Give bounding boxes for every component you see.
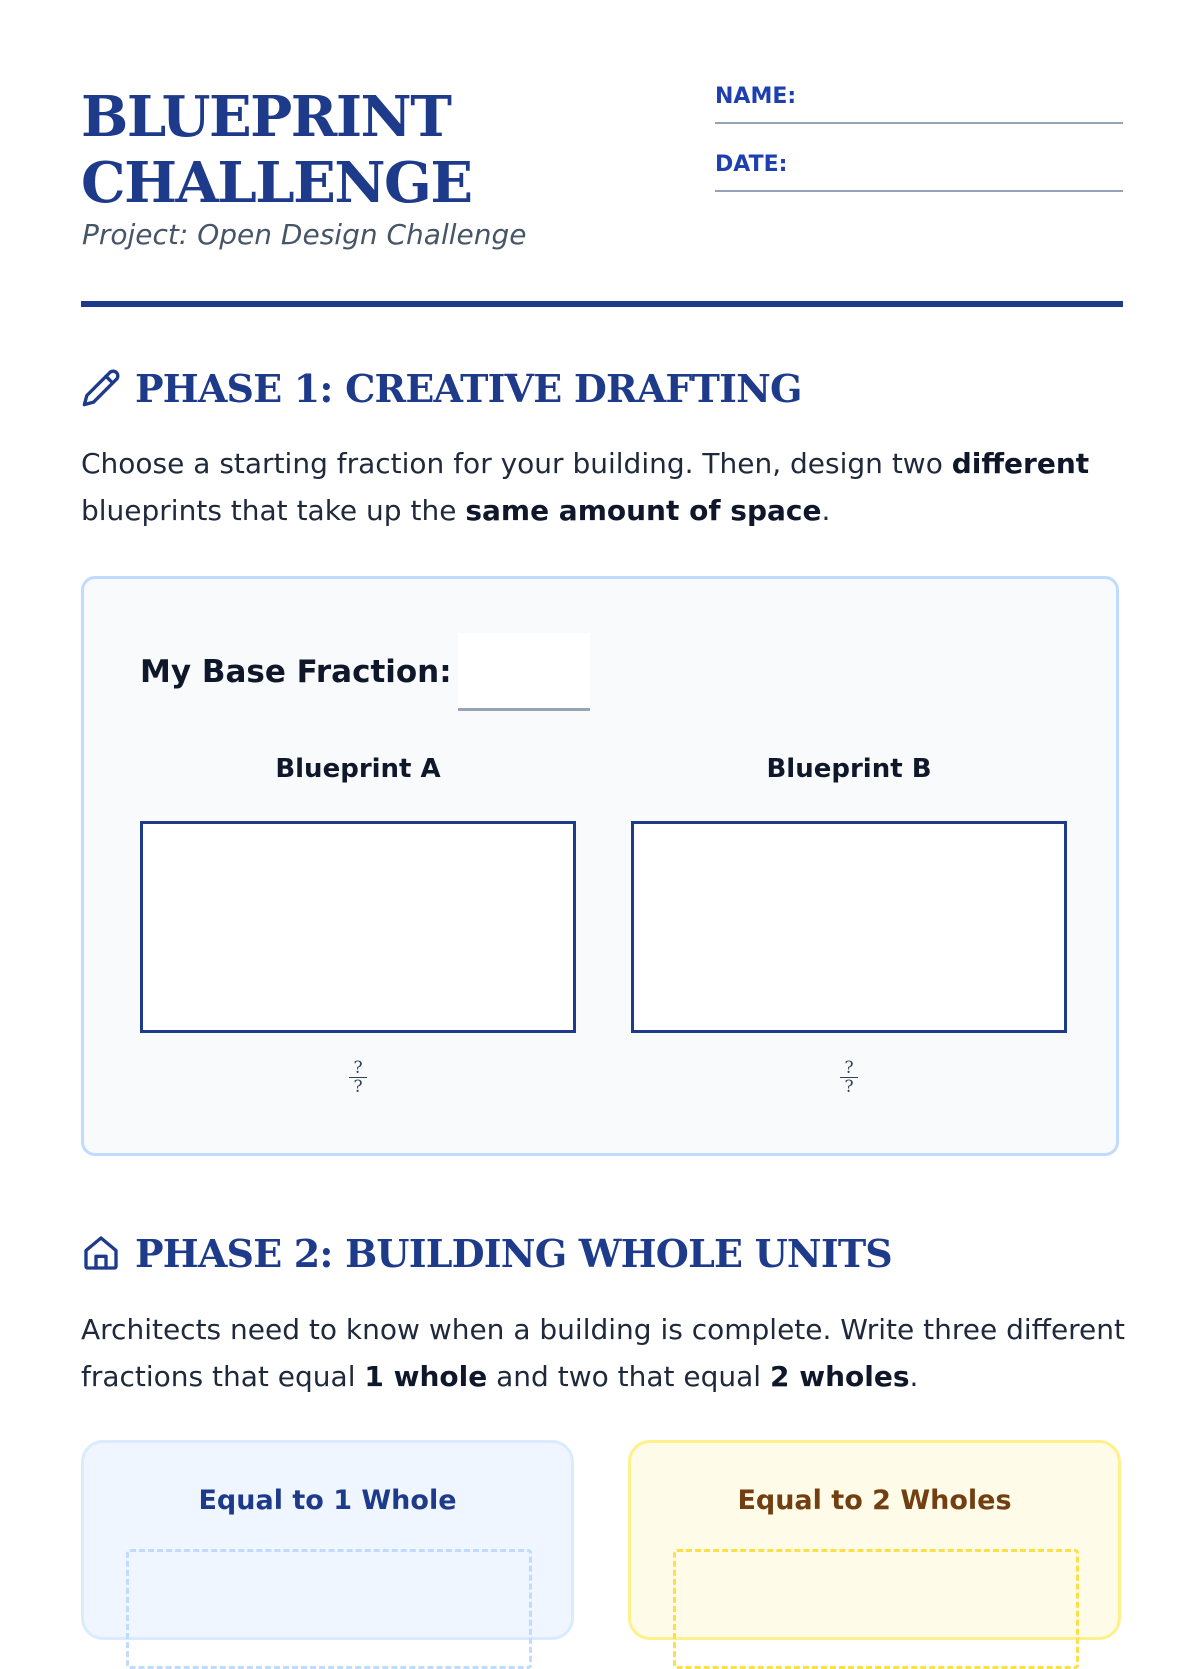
- project-subtitle: Project: Open Design Challenge: [82, 218, 527, 251]
- phase-1-instructions: [81, 440, 1131, 534]
- date-label: DATE:: [715, 152, 788, 177]
- p2-bold-one-whole: 1 whole: [364, 1360, 488, 1393]
- blueprint-a-drawing-area[interactable]: [140, 821, 576, 1033]
- two-wholes-card: [628, 1440, 1121, 1640]
- blueprint-b-drawing-area[interactable]: [631, 821, 1067, 1033]
- blueprint-a-fraction[interactable]: [140, 1059, 576, 1096]
- two-wholes-answer-slot[interactable]: [673, 1549, 1079, 1669]
- title-line-2: CHALLENGE: [81, 150, 472, 216]
- home-icon: [81, 1233, 121, 1273]
- one-whole-card: [81, 1440, 574, 1640]
- p2-bold-two-wholes: 2 wholes: [769, 1360, 910, 1393]
- base-fraction-label: My Base Fraction:: [140, 654, 452, 690]
- p2-text-3: .: [909, 1360, 919, 1393]
- blueprint-a-denominator: ?: [353, 1077, 363, 1097]
- blueprint-a-label: Blueprint A: [275, 754, 441, 784]
- blueprint-b-label: Blueprint B: [766, 754, 932, 784]
- p2-text-2: and two that equal: [487, 1360, 770, 1393]
- drafting-panel: [81, 576, 1119, 1156]
- p1-bold-different: different: [951, 447, 1090, 480]
- blueprint-b-fraction[interactable]: [631, 1059, 1067, 1096]
- title-line-1: BLUEPRINT: [81, 84, 451, 150]
- one-whole-card-title: Equal to 1 Whole: [198, 1485, 457, 1516]
- base-fraction-input[interactable]: [458, 633, 590, 711]
- p1-text-3: .: [821, 494, 831, 527]
- phase-2-header: [81, 1229, 892, 1277]
- date-field[interactable]: [715, 150, 1123, 192]
- p1-text-2: blueprints that take up the: [81, 494, 466, 527]
- blueprint-a-numerator: ?: [349, 1059, 366, 1078]
- pencil-icon: [81, 368, 121, 408]
- page-title: [81, 84, 472, 216]
- one-whole-answer-slot[interactable]: [126, 1549, 532, 1669]
- phase-2-heading: PHASE 2: BUILDING WHOLE UNITS: [135, 1230, 892, 1276]
- p2-text-1: Architects need to know when a building is complete. Write three different fractions that equal: [81, 1313, 1126, 1393]
- p1-bold-same-space: same amount of space: [465, 494, 822, 527]
- name-field[interactable]: [715, 82, 1123, 124]
- p1-text-1: Choose a starting fraction for your building. Then, design two: [81, 447, 952, 480]
- two-wholes-card-title: Equal to 2 Wholes: [737, 1485, 1012, 1516]
- blueprint-b-denominator: ?: [844, 1077, 854, 1097]
- phase-1-heading: PHASE 1: CREATIVE DRAFTING: [135, 365, 802, 411]
- header-divider: [81, 301, 1123, 307]
- phase-1-header: [81, 364, 802, 412]
- blueprint-b-numerator: ?: [840, 1059, 857, 1078]
- phase-2-instructions: [81, 1306, 1131, 1400]
- name-label: NAME:: [715, 84, 797, 109]
